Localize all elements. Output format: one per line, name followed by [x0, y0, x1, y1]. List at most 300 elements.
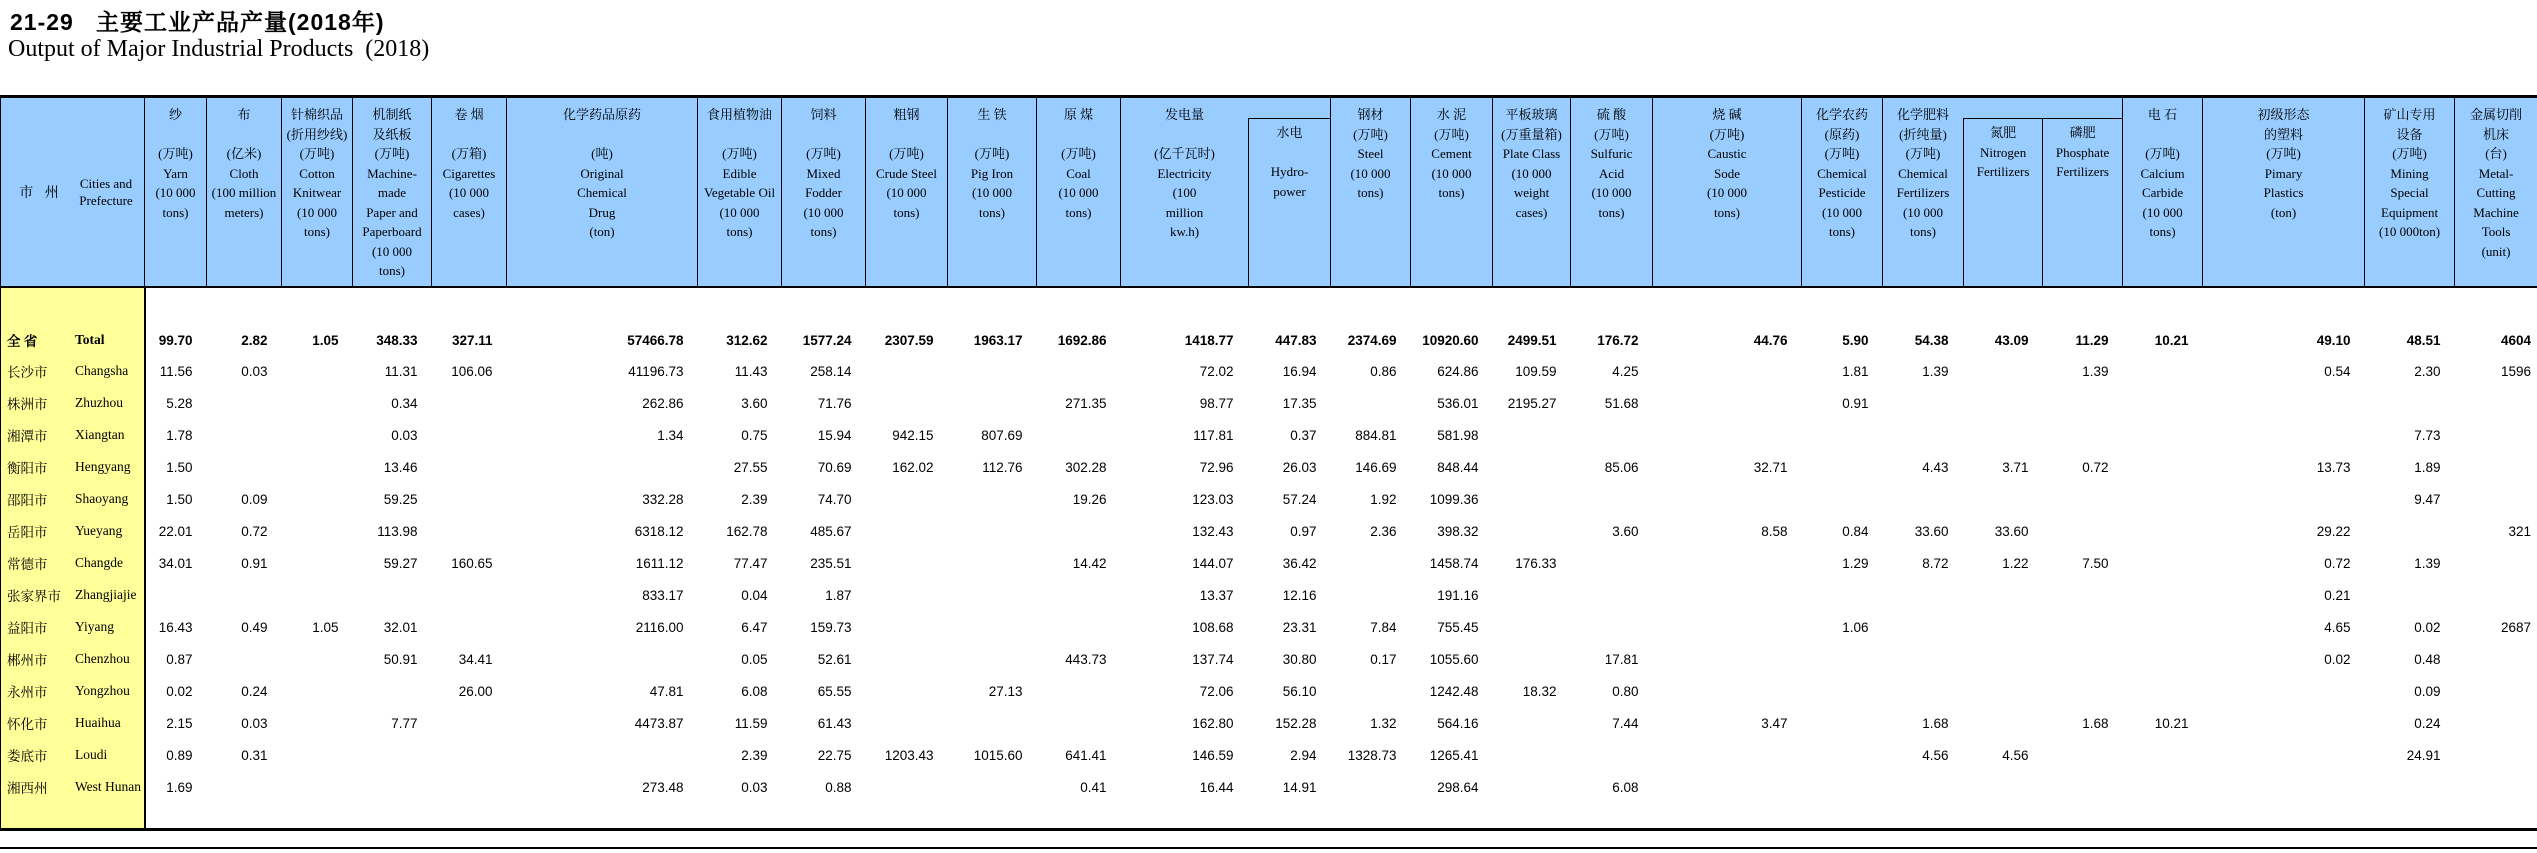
cell-cotton_knitwear [282, 355, 353, 387]
page-title-cn: 21-29 主要工业产品产量(2018年) [10, 9, 385, 35]
cell-fodder: 74.70 [817, 491, 852, 507]
cell-pesticide [1802, 451, 1883, 483]
cell-paper: 13.46 [383, 459, 418, 475]
cell-hydropower: 56.10 [1282, 683, 1317, 699]
cell-chemical_drug: 4473.87 [634, 715, 684, 731]
cell-plastics: 0.02 [2324, 651, 2351, 667]
region-name-en: Shaoyang [75, 491, 129, 506]
bottom-rule [0, 847, 2537, 849]
cell-chemical_drug: 262.86 [642, 395, 684, 411]
cell-calcium_carbide [2123, 739, 2203, 771]
cell-hydropower: 12.16 [1282, 587, 1317, 603]
cell-yarn: 2.15 [166, 715, 193, 731]
cell-plastics [2203, 675, 2365, 707]
cell-chemical_drug: 41196.73 [628, 363, 684, 379]
cell-crude_steel [866, 643, 948, 675]
row-header-cn: 市 州 [19, 186, 63, 201]
cell-cloth [207, 771, 282, 803]
cell-steel: 2.36 [1370, 523, 1397, 539]
cell-calcium_carbide [2123, 771, 2203, 803]
cell-hydropower: 0.97 [1290, 523, 1317, 539]
cell-vegetable_oil: 2.39 [741, 747, 768, 763]
column-header-cell-machine_tools [2455, 97, 2537, 288]
cell-fertilizer: 54.38 [1914, 333, 1949, 348]
region-name-en: Chenzhou [75, 651, 130, 666]
cell-steel: 7.84 [1370, 619, 1397, 635]
cell-electricity: 162.80 [1192, 715, 1234, 731]
cell-plastics [2203, 483, 2365, 515]
cell-pesticide [1802, 675, 1883, 707]
cell-pig_iron: 1963.17 [973, 333, 1023, 348]
column-header-machine_tools: 金属切削 机床 (台) Metal- Cutting Machine Tools (unit) [2470, 107, 2523, 259]
column-header-cell-cigarettes [432, 97, 507, 288]
cell-fodder: 0.88 [825, 779, 852, 795]
cell-phosphate [2043, 579, 2123, 611]
cell-paper [353, 771, 432, 803]
cell-fertilizer: 4.43 [1922, 459, 1949, 475]
region-name-en: Total [75, 332, 105, 347]
column-header-fertilizer: 化学肥料 (折纯量) (万吨) Chemical Fertilizers (10 000 tons) [1896, 107, 1950, 239]
cell-pesticide: 0.84 [1842, 523, 1869, 539]
cell-phosphate [2043, 611, 2123, 643]
region-label [1, 387, 145, 419]
cell-mining_equipment [2365, 515, 2455, 547]
cell-vegetable_oil: 27.55 [733, 459, 768, 475]
cell-cotton_knitwear: 1.05 [312, 333, 339, 348]
cell-fodder: 70.69 [817, 459, 852, 475]
cell-cotton_knitwear [282, 451, 353, 483]
cell-nitrogen: 43.09 [1994, 333, 2029, 348]
cell-yarn: 5.28 [166, 395, 193, 411]
table-row-xiangtan [1, 419, 2537, 451]
column-header-cell-vegetable_oil [698, 97, 782, 288]
cell-fodder: 65.55 [817, 683, 852, 699]
cell-steel [1331, 675, 1411, 707]
cell-fodder: 235.51 [810, 555, 852, 571]
cell-phosphate [2043, 739, 2123, 771]
cell-phosphate [2043, 771, 2123, 803]
column-header-cell-steel [1331, 97, 1411, 288]
cell-mining_equipment: 1.89 [2414, 459, 2441, 475]
cell-paper: 113.98 [377, 523, 418, 539]
cell-phosphate [2043, 643, 2123, 675]
cell-caustic_soda [1653, 419, 1802, 451]
cell-pig_iron [948, 387, 1037, 419]
cell-machine_tools [2455, 387, 2537, 419]
column-header-cell-cotton_knitwear [282, 97, 353, 288]
cell-cement: 1099.36 [1429, 491, 1479, 507]
cell-fodder: 159.73 [810, 619, 852, 635]
cell-chemical_drug: 6318.12 [634, 523, 684, 539]
cell-nitrogen [1963, 579, 2043, 611]
cell-cigarettes: 34.41 [458, 651, 493, 667]
cell-pig_iron: 112.76 [982, 459, 1023, 475]
cell-hydropower: 26.03 [1282, 459, 1317, 475]
cell-coal: 271.35 [1065, 395, 1107, 411]
column-header-cell-pig_iron [948, 97, 1037, 288]
cell-electricity: 16.44 [1199, 779, 1234, 795]
cell-chemical_drug: 833.17 [642, 587, 684, 603]
cell-caustic_soda [1653, 387, 1802, 419]
column-group-electricity [1121, 97, 1331, 288]
cell-cement: 191.16 [1437, 587, 1479, 603]
cell-pesticide: 1.29 [1842, 555, 1869, 571]
cell-crude_steel [866, 611, 948, 643]
cell-paper: 348.33 [376, 333, 418, 348]
cell-sulfuric_acid: 7.44 [1612, 715, 1639, 731]
table-row-shaoyang [1, 483, 2537, 515]
region-name-cn: 益阳市 [7, 621, 48, 636]
cell-coal: 302.28 [1065, 459, 1107, 475]
cell-phosphate: 11.29 [2075, 333, 2109, 348]
cell-cigarettes [432, 451, 507, 483]
cell-pig_iron [948, 515, 1037, 547]
cell-cigarettes [432, 579, 507, 611]
cell-coal: 443.73 [1065, 651, 1107, 667]
column-header-vegetable_oil: 食用植物油 (万吨) Edible Vegetable Oil (10 000 tons) [703, 107, 776, 239]
cell-cigarettes: 106.06 [451, 363, 493, 379]
cell-cloth: 0.03 [241, 363, 268, 379]
cell-plate_glass [1493, 515, 1571, 547]
cell-paper [353, 739, 432, 771]
cell-pesticide [1802, 739, 1883, 771]
cell-phosphate [2043, 515, 2123, 547]
industrial-products-table [0, 95, 2537, 831]
cell-cement: 398.32 [1437, 523, 1479, 539]
cell-cotton_knitwear [282, 483, 353, 515]
cell-paper: 0.03 [391, 427, 418, 443]
cell-chemical_drug: 1611.12 [635, 555, 684, 571]
cell-pig_iron [948, 547, 1037, 579]
cell-coal: 0.41 [1080, 779, 1107, 795]
cell-pig_iron [948, 771, 1037, 803]
cell-chemical_drug: 47.81 [649, 683, 684, 699]
region-name-en: Loudi [75, 747, 108, 762]
region-name-cn: 张家界市 [7, 589, 61, 604]
cell-cloth: 0.49 [241, 619, 268, 635]
cell-vegetable_oil: 162.78 [726, 523, 768, 539]
region-name-en: West Hunan [75, 779, 142, 794]
table-header [1, 97, 2537, 288]
cell-yarn: 16.43 [158, 619, 193, 635]
cell-calcium_carbide [2123, 579, 2203, 611]
row-header-en: Cities and Prefecture [79, 176, 133, 208]
table-filler-row [1, 803, 2537, 830]
cell-machine_tools [2455, 739, 2537, 771]
cell-calcium_carbide [2123, 355, 2203, 387]
column-header-fodder: 饲料 (万吨) Mixed Fodder (10 000 tons) [803, 107, 844, 239]
cell-caustic_soda: 44.76 [1753, 333, 1788, 348]
cell-plate_glass [1493, 419, 1571, 451]
cell-mining_equipment: 24.91 [2406, 747, 2441, 763]
cell-steel [1331, 547, 1411, 579]
cell-caustic_soda [1653, 675, 1802, 707]
cell-plastics: 0.21 [2324, 587, 2351, 603]
cell-mining_equipment: 7.73 [2414, 427, 2441, 443]
cell-fertilizer [1883, 419, 1963, 451]
table-row-chenzhou [1, 643, 2537, 675]
cell-fodder: 61.43 [817, 715, 852, 731]
column-header-coal: 原 煤 (万吨) Coal (10 000 tons) [1058, 107, 1099, 220]
cell-cloth: 0.09 [241, 491, 268, 507]
cell-hydropower: 36.42 [1282, 555, 1317, 571]
cell-calcium_carbide [2123, 547, 2203, 579]
cell-cotton_knitwear [282, 675, 353, 707]
cell-steel: 0.17 [1370, 651, 1397, 667]
cell-paper: 50.91 [383, 651, 418, 667]
column-header-calcium_carbide: 电 石 (万吨) Calcium Carbide (10 000 tons) [2140, 107, 2185, 239]
cell-sulfuric_acid: 176.72 [1597, 333, 1639, 348]
cell-plate_glass: 2195.27 [1507, 395, 1557, 411]
region-label [1, 419, 145, 451]
region-name-cn: 常德市 [7, 557, 48, 572]
cell-cement: 624.86 [1437, 363, 1479, 379]
column-header-phosphate: 磷肥 Phosphate Fertilizers [2055, 125, 2110, 179]
cell-pig_iron [948, 579, 1037, 611]
cell-hydropower: 57.24 [1282, 491, 1317, 507]
cell-fodder: 485.67 [810, 523, 852, 539]
cell-sulfuric_acid [1571, 419, 1653, 451]
cell-hydropower: 16.94 [1282, 363, 1317, 379]
cell-vegetable_oil: 6.08 [741, 683, 768, 699]
region-name-en: Xiangtan [75, 427, 125, 442]
table-row-yueyang [1, 515, 2537, 547]
cell-phosphate: 0.72 [2082, 459, 2109, 475]
column-header-cement: 水 泥 (万吨) Cement (10 000 tons) [1431, 107, 1472, 200]
page-title-en: Output of Major Industrial Products (2018) [8, 36, 430, 62]
region-name-en: Zhangjiajie [75, 587, 137, 602]
cell-paper [353, 675, 432, 707]
column-header-steel: 钢材 (万吨) Steel (10 000 tons) [1350, 107, 1391, 200]
cell-fertilizer: 8.72 [1922, 555, 1949, 571]
cell-pesticide [1802, 643, 1883, 675]
cell-mining_equipment: 1.39 [2414, 555, 2441, 571]
cell-mining_equipment: 0.24 [2414, 715, 2441, 731]
cell-electricity: 137.74 [1192, 651, 1234, 667]
table-row-loudi [1, 739, 2537, 771]
cell-cigarettes: 160.65 [451, 555, 493, 571]
cell-nitrogen [1963, 483, 2043, 515]
region-name-cn: 株洲市 [7, 397, 48, 412]
column-header-cell-sulfuric_acid [1571, 97, 1653, 288]
table-row-zhangjiajie [1, 579, 2537, 611]
cell-sulfuric_acid [1571, 483, 1653, 515]
cell-paper: 7.77 [391, 715, 418, 731]
column-header-plate_glass: 平板玻璃 (万重量箱) Plate Class (10 000 weight cases) [1501, 107, 1562, 220]
cell-plate_glass [1493, 739, 1571, 771]
cell-cloth: 2.82 [241, 333, 268, 348]
row-header-cell [1, 97, 145, 288]
cell-cotton_knitwear: 1.05 [312, 619, 339, 635]
cell-electricity: 108.68 [1192, 619, 1234, 635]
region-name-en: Yongzhou [75, 683, 130, 698]
cell-machine_tools [2455, 419, 2537, 451]
cell-paper: 59.27 [383, 555, 418, 571]
cell-cotton_knitwear [282, 579, 353, 611]
cell-pig_iron [948, 707, 1037, 739]
cell-fertilizer: 1.68 [1922, 715, 1949, 731]
table-row-yiyang [1, 611, 2537, 643]
cell-nitrogen [1963, 707, 2043, 739]
cell-vegetable_oil: 11.43 [734, 363, 768, 379]
cell-cloth [207, 643, 282, 675]
cell-steel [1331, 579, 1411, 611]
cell-electricity: 146.59 [1192, 747, 1234, 763]
cell-cigarettes [432, 611, 507, 643]
region-name-en: Zhuzhou [75, 395, 123, 410]
cell-fertilizer [1883, 771, 1963, 803]
cell-vegetable_oil: 11.59 [734, 715, 768, 731]
region-name-cn: 郴州市 [7, 653, 48, 668]
column-header-sulfuric_acid: 硫 酸 (万吨) Sulfuric Acid (10 000 tons) [1590, 107, 1633, 220]
cell-nitrogen: 33.60 [1994, 523, 2029, 539]
cell-sulfuric_acid [1571, 739, 1653, 771]
cell-fertilizer [1883, 643, 1963, 675]
cell-fertilizer: 1.39 [1922, 363, 1949, 379]
cell-cigarettes [432, 771, 507, 803]
cell-phosphate: 1.68 [2082, 715, 2109, 731]
cell-nitrogen [1963, 419, 2043, 451]
cell-crude_steel [866, 515, 948, 547]
cell-fodder: 71.76 [817, 395, 852, 411]
cell-nitrogen [1963, 611, 2043, 643]
column-header-pesticide: 化学农药 (原药) (万吨) Chemical Pesticide (10 000 tons) [1816, 107, 1869, 239]
cell-pig_iron [948, 643, 1037, 675]
filler-data-cell [145, 803, 2537, 830]
table-row-hengyang [1, 451, 2537, 483]
column-header-mining_equipment: 矿山专用 设备 (万吨) Mining Special Equipment (10 000ton) [2379, 107, 2441, 239]
cell-hydropower: 30.80 [1282, 651, 1317, 667]
cell-plastics [2203, 707, 2365, 739]
column-header-cell-coal [1037, 97, 1121, 288]
cell-paper: 0.34 [391, 395, 418, 411]
cell-phosphate: 1.39 [2082, 363, 2109, 379]
region-name-cn: 衡阳市 [7, 461, 48, 476]
cell-cigarettes [432, 739, 507, 771]
cell-fodder: 15.94 [817, 427, 852, 443]
cell-vegetable_oil: 312.62 [726, 333, 768, 348]
cell-yarn: 0.02 [166, 683, 193, 699]
cell-calcium_carbide [2123, 611, 2203, 643]
cell-vegetable_oil: 6.47 [741, 619, 768, 635]
cell-cotton_knitwear [282, 387, 353, 419]
cell-chemical_drug: 332.28 [642, 491, 684, 507]
cell-calcium_carbide [2123, 515, 2203, 547]
cell-chemical_drug [507, 643, 698, 675]
column-header-cell-fodder [782, 97, 866, 288]
cell-crude_steel [866, 387, 948, 419]
region-name-cn: 邵阳市 [7, 493, 48, 508]
cell-cloth: 0.91 [241, 555, 268, 571]
cell-cement: 1242.48 [1429, 683, 1479, 699]
region-name-en: Yueyang [75, 523, 123, 538]
cell-cloth [207, 451, 282, 483]
cell-electricity: 144.07 [1192, 555, 1234, 571]
cell-nitrogen [1963, 355, 2043, 387]
cell-steel: 1.92 [1370, 491, 1397, 507]
cell-pesticide [1802, 483, 1883, 515]
cell-plate_glass [1493, 451, 1571, 483]
cell-paper: 32.01 [383, 619, 418, 635]
cell-hydropower: 2.94 [1290, 747, 1317, 763]
cell-plate_glass [1493, 483, 1571, 515]
cell-cement: 10920.60 [1422, 333, 1479, 348]
region-name-en: Changde [75, 555, 123, 570]
column-header-cell-chemical_drug [507, 97, 698, 288]
cell-fodder: 52.61 [817, 651, 852, 667]
cell-coal: 14.42 [1072, 555, 1107, 571]
region-name-cn: 娄底市 [7, 749, 48, 764]
cell-caustic_soda [1653, 771, 1802, 803]
cell-yarn: 0.87 [166, 651, 193, 667]
cell-plastics: 0.54 [2324, 363, 2351, 379]
cell-crude_steel: 2307.59 [884, 333, 934, 348]
cell-coal [1037, 675, 1121, 707]
cell-yarn: 99.70 [158, 333, 193, 348]
cell-plate_glass [1493, 643, 1571, 675]
column-header-hydropower: 水电 Hydro- power [1270, 125, 1309, 199]
cell-steel: 1.32 [1370, 715, 1397, 731]
cell-vegetable_oil: 2.39 [741, 491, 768, 507]
cell-yarn: 1.50 [166, 491, 193, 507]
cell-calcium_carbide [2123, 387, 2203, 419]
cell-sulfuric_acid: 17.81 [1604, 651, 1639, 667]
cell-mining_equipment: 2.30 [2414, 363, 2441, 379]
cell-cloth [207, 419, 282, 451]
cell-machine_tools [2455, 771, 2537, 803]
cell-machine_tools: 2687 [2501, 619, 2532, 635]
cell-nitrogen [1963, 387, 2043, 419]
region-label [1, 547, 145, 579]
region-label [1, 287, 145, 355]
table-row-zhuzhou [1, 387, 2537, 419]
cell-coal [1037, 579, 1121, 611]
cell-cement: 564.16 [1437, 715, 1479, 731]
cell-vegetable_oil: 3.60 [741, 395, 768, 411]
region-label [1, 707, 145, 739]
cell-pesticide: 1.81 [1842, 363, 1869, 379]
cell-cement: 755.45 [1437, 619, 1479, 635]
cell-cotton_knitwear [282, 643, 353, 675]
cell-plate_glass: 176.33 [1515, 555, 1557, 571]
cell-vegetable_oil: 0.04 [741, 587, 768, 603]
cell-mining_equipment: 0.48 [2414, 651, 2441, 667]
cell-machine_tools [2455, 643, 2537, 675]
cell-steel [1331, 387, 1411, 419]
cell-plastics [2203, 387, 2365, 419]
cell-steel: 146.69 [1355, 459, 1397, 475]
cell-yarn: 1.69 [166, 779, 193, 795]
cell-fertilizer: 4.56 [1922, 747, 1949, 763]
cell-coal: 1692.86 [1057, 333, 1107, 348]
cell-coal: 641.41 [1065, 747, 1107, 763]
cell-machine_tools: 321 [2508, 523, 2532, 539]
cell-vegetable_oil: 0.05 [741, 651, 768, 667]
region-label [1, 643, 145, 675]
cell-coal [1037, 355, 1121, 387]
column-header-cell-paper [353, 97, 432, 288]
cell-machine_tools [2455, 675, 2537, 707]
cell-cement: 848.44 [1437, 459, 1479, 475]
region-label [1, 355, 145, 387]
cell-vegetable_oil: 77.47 [733, 555, 768, 571]
cell-machine_tools: 1596 [2501, 363, 2532, 379]
cell-pesticide [1802, 419, 1883, 451]
cell-electricity: 123.03 [1192, 491, 1234, 507]
cell-steel: 2374.69 [1347, 333, 1397, 348]
cell-plastics: 4.65 [2324, 619, 2351, 635]
cell-steel: 1328.73 [1347, 747, 1397, 763]
